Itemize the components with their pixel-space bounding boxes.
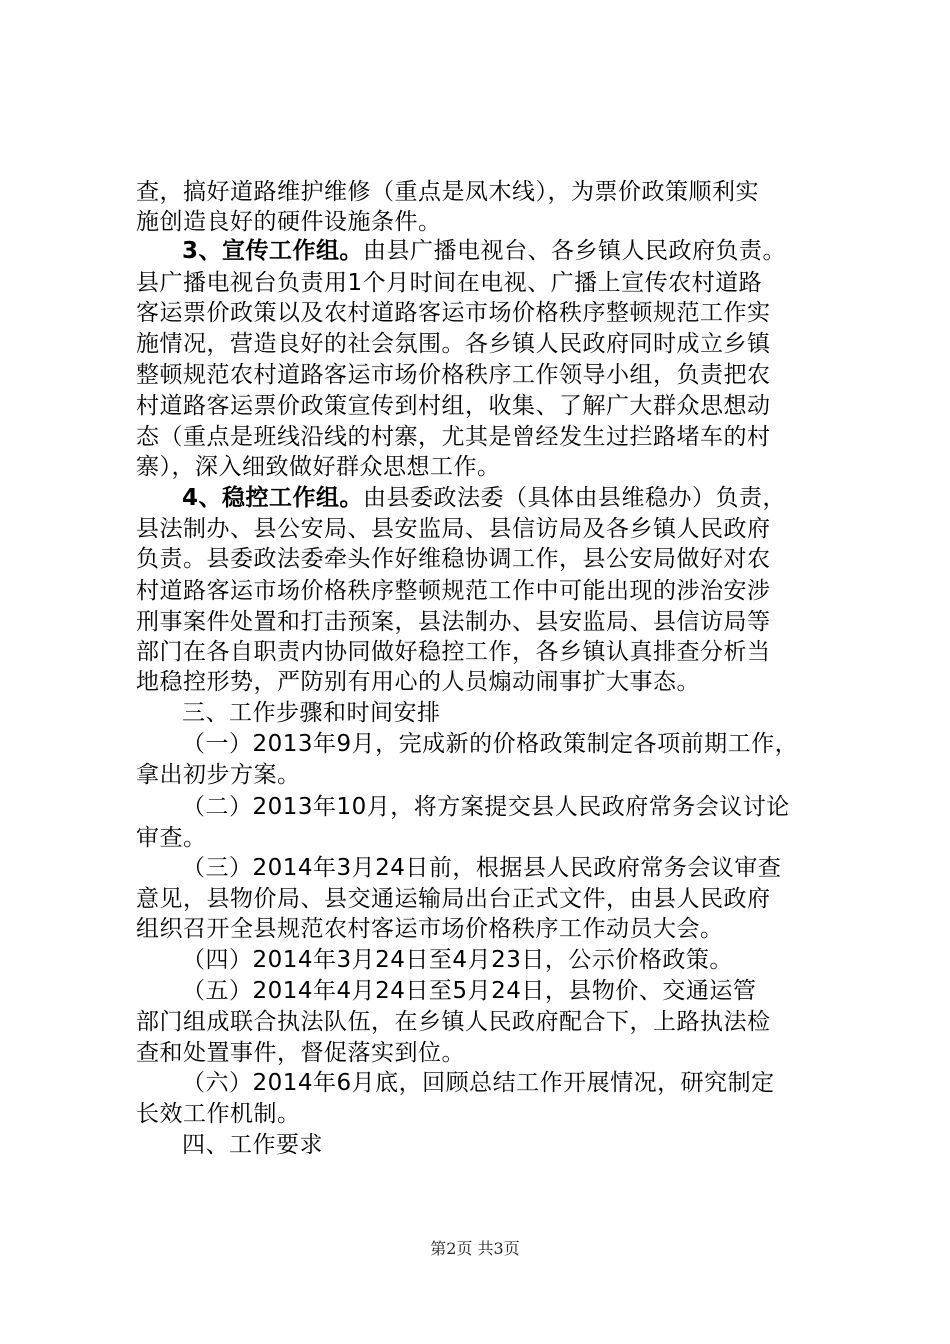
text-line: 地稳控形势，严防别有用心的人员煽动闹事扩大事态。 (136, 669, 700, 695)
text-line (182, 236, 786, 266)
text-line: 长效工作机制。 (136, 1101, 301, 1127)
text-line: 态（重点是班线沿线的村寨，尤其是曾经发生过拦路堵车的村 (136, 424, 771, 450)
text-line: 村道路客运票价政策宣传到村组，收集、了解广大群众思想动 (136, 393, 771, 419)
text-line: 部门组成联合执法队伍，在乡镇人民政府配合下，上路执法检 (136, 1009, 771, 1035)
text-line: （六）2014年6月底，回顾总结工作开展情况，研究制定 (182, 1070, 775, 1096)
text-line (182, 483, 786, 513)
text-line: （五）2014年4月24日至5月24日，县物价、交通运管 (182, 978, 757, 1004)
section-title: 四、工作要求 (182, 1132, 323, 1158)
text-span: 由县委政法委（具体由县维稳办）负责， (363, 485, 787, 511)
text-line: 负责。县委政法委牵头作好维稳协调工作，县公安局做好对农 (136, 546, 771, 572)
text-line: 刑事案件处置和打击预案，县法制办、县安监局、县信访局等 (136, 609, 771, 635)
text-line: 县广播电视台负责用1个月时间在电视、广播上宣传农村道路 (136, 270, 763, 296)
text-line: （二）2013年10月，将方案提交县人民政府常务会议讨论 (182, 794, 790, 820)
section-heading: 4、稳控工作组。 (182, 485, 364, 511)
text-line: 客运票价政策以及农村道路客运市场价格秩序整顿规范工作实 (136, 300, 771, 326)
text-line: 查，搞好道路维护维修（重点是凤木线），为票价政策顺利实 (136, 179, 759, 205)
text-line: 审查。 (136, 825, 207, 851)
text-line: （四）2014年3月24日至4月23日，公示价格政策。 (182, 947, 733, 973)
text-line: （一）2013年9月，完成新的价格政策制定各项前期工作， (182, 731, 799, 757)
text-line: 施情况，营造良好的社会氛围。各乡镇人民政府同时成立乡镇 (136, 331, 771, 357)
text-line: 整顿规范农村道路客运市场价格秩序工作领导小组，负责把农 (136, 362, 771, 388)
text-span: 由县广播电视台、各乡镇人民政府负责。 (363, 238, 787, 264)
text-line: 部门在各自职责内协同做好稳控工作，各乡镇认真排查分析当 (136, 639, 771, 665)
section-title: 三、工作步骤和时间安排 (182, 700, 441, 726)
text-line: 寨），深入细致做好群众思想工作。 (136, 454, 501, 480)
text-line: 施创造良好的硬件设施条件。 (136, 209, 442, 235)
text-line: 组织召开全县规范农村客运市场价格秩序工作动员大会。 (136, 916, 724, 942)
text-line: （三）2014年3月24日前，根据县人民政府常务会议审查 (182, 855, 782, 881)
text-line: 拿出初步方案。 (136, 762, 301, 788)
text-line: 村道路客运市场价格秩序整顿规范工作中可能出现的涉治安涉 (136, 578, 771, 604)
text-line: 意见，县物价局、县交通运输局出台正式文件，由县人民政府 (136, 886, 771, 912)
section-heading: 3、宣传工作组。 (182, 238, 364, 264)
page-number-footer: 第2页 共3页 (430, 1239, 520, 1258)
text-line: 查和处置事件，督促落实到位。 (136, 1040, 465, 1066)
text-line: 县法制办、县公安局、县安监局、县信访局及各乡镇人民政府 (136, 516, 771, 542)
